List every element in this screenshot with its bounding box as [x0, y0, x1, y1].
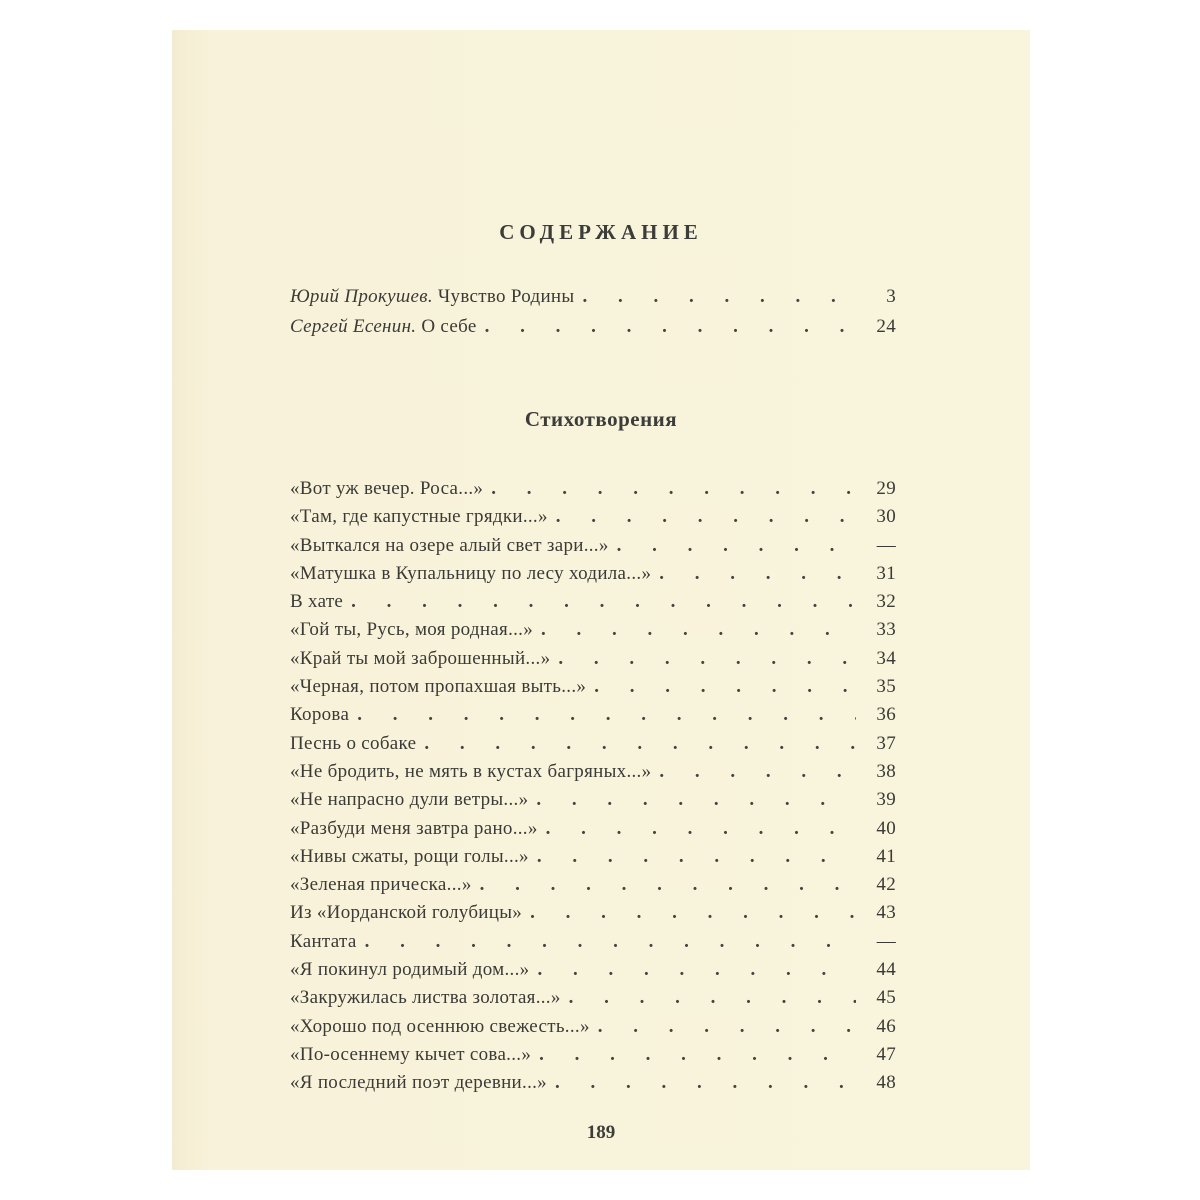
entry-title: «Нивы сжаты, рощи голы...»	[290, 845, 529, 867]
dot-leader	[485, 316, 856, 338]
entry-title: «Я последний поэт деревни...»	[290, 1072, 547, 1094]
entry-author: Юрий Прокушев.	[290, 286, 433, 307]
entry-page-number: 41	[876, 845, 896, 867]
page-number: 189	[586, 1122, 616, 1143]
entry-title: «Гой ты, Русь, моя родная...»	[290, 619, 534, 641]
entry-page-number: 47	[876, 1043, 896, 1065]
entry-title: «Разбуди меня завтра рано...»	[290, 817, 538, 839]
dot-leader	[556, 506, 856, 528]
entry-page-number: 42	[876, 874, 896, 896]
entry-page-number: 43	[876, 902, 896, 924]
entry-page-number: 37	[876, 732, 896, 754]
entry-page-number: —	[876, 930, 896, 952]
dot-leader	[541, 619, 856, 641]
dot-leader	[424, 733, 856, 755]
entry-page-number: 32	[876, 591, 896, 613]
dot-leader	[537, 846, 856, 868]
dot-leader	[598, 1016, 856, 1038]
entry-page-number: 30	[876, 506, 896, 528]
toc-entry	[290, 902, 896, 930]
toc-entry	[290, 316, 896, 346]
dot-leader	[480, 874, 856, 896]
toc-entry	[290, 676, 896, 704]
entry-title: «Хорошо под осеннюю свежесть...»	[290, 1015, 590, 1037]
entry-title: «Я покинул родимый дом...»	[290, 959, 530, 981]
entry-page-number: —	[876, 534, 896, 556]
entry-title: «Зеленая прическа...»	[290, 874, 472, 896]
entry-page-number: 48	[876, 1072, 896, 1094]
entry-title: «Край ты мой заброшенный...»	[290, 647, 551, 669]
contents-heading: СОДЕРЖАНИЕ	[499, 220, 703, 244]
entry-title: «Не бродить, не мять в кустах багряных...»	[290, 760, 652, 782]
dot-leader	[357, 704, 856, 726]
dot-leader	[365, 931, 856, 953]
toc-entry	[290, 874, 896, 902]
entry-title: О себе	[421, 316, 477, 337]
toc-entry	[290, 506, 896, 534]
toc-entry	[290, 1016, 896, 1044]
dot-leader	[351, 591, 856, 613]
toc-entry	[290, 761, 896, 789]
entry-title: «Вот уж вечер. Роса...»	[290, 478, 484, 499]
entry-title: В хате	[290, 591, 344, 613]
book-page	[172, 30, 1030, 1170]
toc-entry	[290, 704, 896, 732]
entry-title: «Там, где капустные грядки...»	[290, 506, 548, 528]
entry-title: «Не напрасно дули ветры...»	[290, 789, 529, 811]
section-heading: Стихотворения	[524, 407, 678, 431]
entry-title: «Черная, потом пропахшая выть...»	[290, 676, 587, 698]
entry-page-number: 3	[886, 286, 896, 307]
entry-title: Корова	[290, 704, 350, 726]
entry-title: «По-осеннему кычет сова...»	[290, 1043, 532, 1065]
dot-leader	[539, 1044, 856, 1066]
entry-page-number: 34	[876, 647, 896, 669]
entry-page-number: 29	[876, 478, 896, 499]
entry-page-number: 33	[876, 619, 896, 641]
dot-leader	[569, 987, 856, 1009]
entry-page-number: 46	[876, 1015, 896, 1037]
entry-title: Кантата	[290, 930, 357, 952]
toc-entry	[290, 846, 896, 874]
dot-leader	[659, 761, 856, 783]
entry-author: Сергей Есенин.	[290, 316, 417, 337]
dot-leader	[558, 648, 856, 670]
toc-entry	[290, 789, 896, 817]
entry-title: «Закружилась листва золотая...»	[290, 987, 561, 1009]
dot-leader	[536, 789, 856, 811]
toc-entry	[290, 535, 896, 563]
toc-entry	[290, 733, 896, 761]
entry-title: Чувство Родины	[437, 286, 575, 307]
toc-entry	[290, 987, 896, 1015]
toc-entry	[290, 959, 896, 987]
entry-page-number: 35	[876, 676, 896, 698]
toc-entry	[290, 1072, 896, 1100]
entry-page-number: 45	[876, 987, 896, 1009]
entry-page-number: 36	[876, 704, 896, 726]
poem-entries	[290, 478, 896, 1101]
dot-leader	[530, 902, 856, 924]
dot-leader	[594, 676, 856, 698]
toc-entry	[290, 286, 896, 316]
entry-page-number: 39	[876, 789, 896, 811]
intro-entries	[290, 286, 896, 346]
dot-leader	[555, 1072, 856, 1094]
toc-entry	[290, 478, 896, 506]
entry-page-number: 38	[876, 760, 896, 782]
toc-entry	[290, 563, 896, 591]
toc-entry	[290, 818, 896, 846]
entry-page-number: 24	[876, 316, 896, 337]
toc-entry	[290, 648, 896, 676]
toc-entry	[290, 619, 896, 647]
dot-leader	[617, 535, 856, 557]
toc-entry	[290, 1044, 896, 1072]
entry-page-number: 44	[876, 959, 896, 981]
entry-title: «Матушка в Купальницу по лесу ходила...»	[290, 562, 652, 584]
entry-page-number: 40	[876, 817, 896, 839]
entry-title: Песнь о собаке	[290, 732, 417, 754]
toc-entry	[290, 591, 896, 619]
toc-entry	[290, 931, 896, 959]
dot-leader	[659, 563, 856, 585]
entry-page-number: 31	[876, 562, 896, 584]
dot-leader	[537, 959, 856, 981]
dot-leader	[491, 478, 856, 500]
entry-title: Из «Иорданской голубицы»	[290, 902, 523, 924]
dot-leader	[582, 286, 856, 308]
dot-leader	[546, 818, 856, 840]
entry-title: «Выткался на озере алый свет зари...»	[290, 534, 609, 556]
